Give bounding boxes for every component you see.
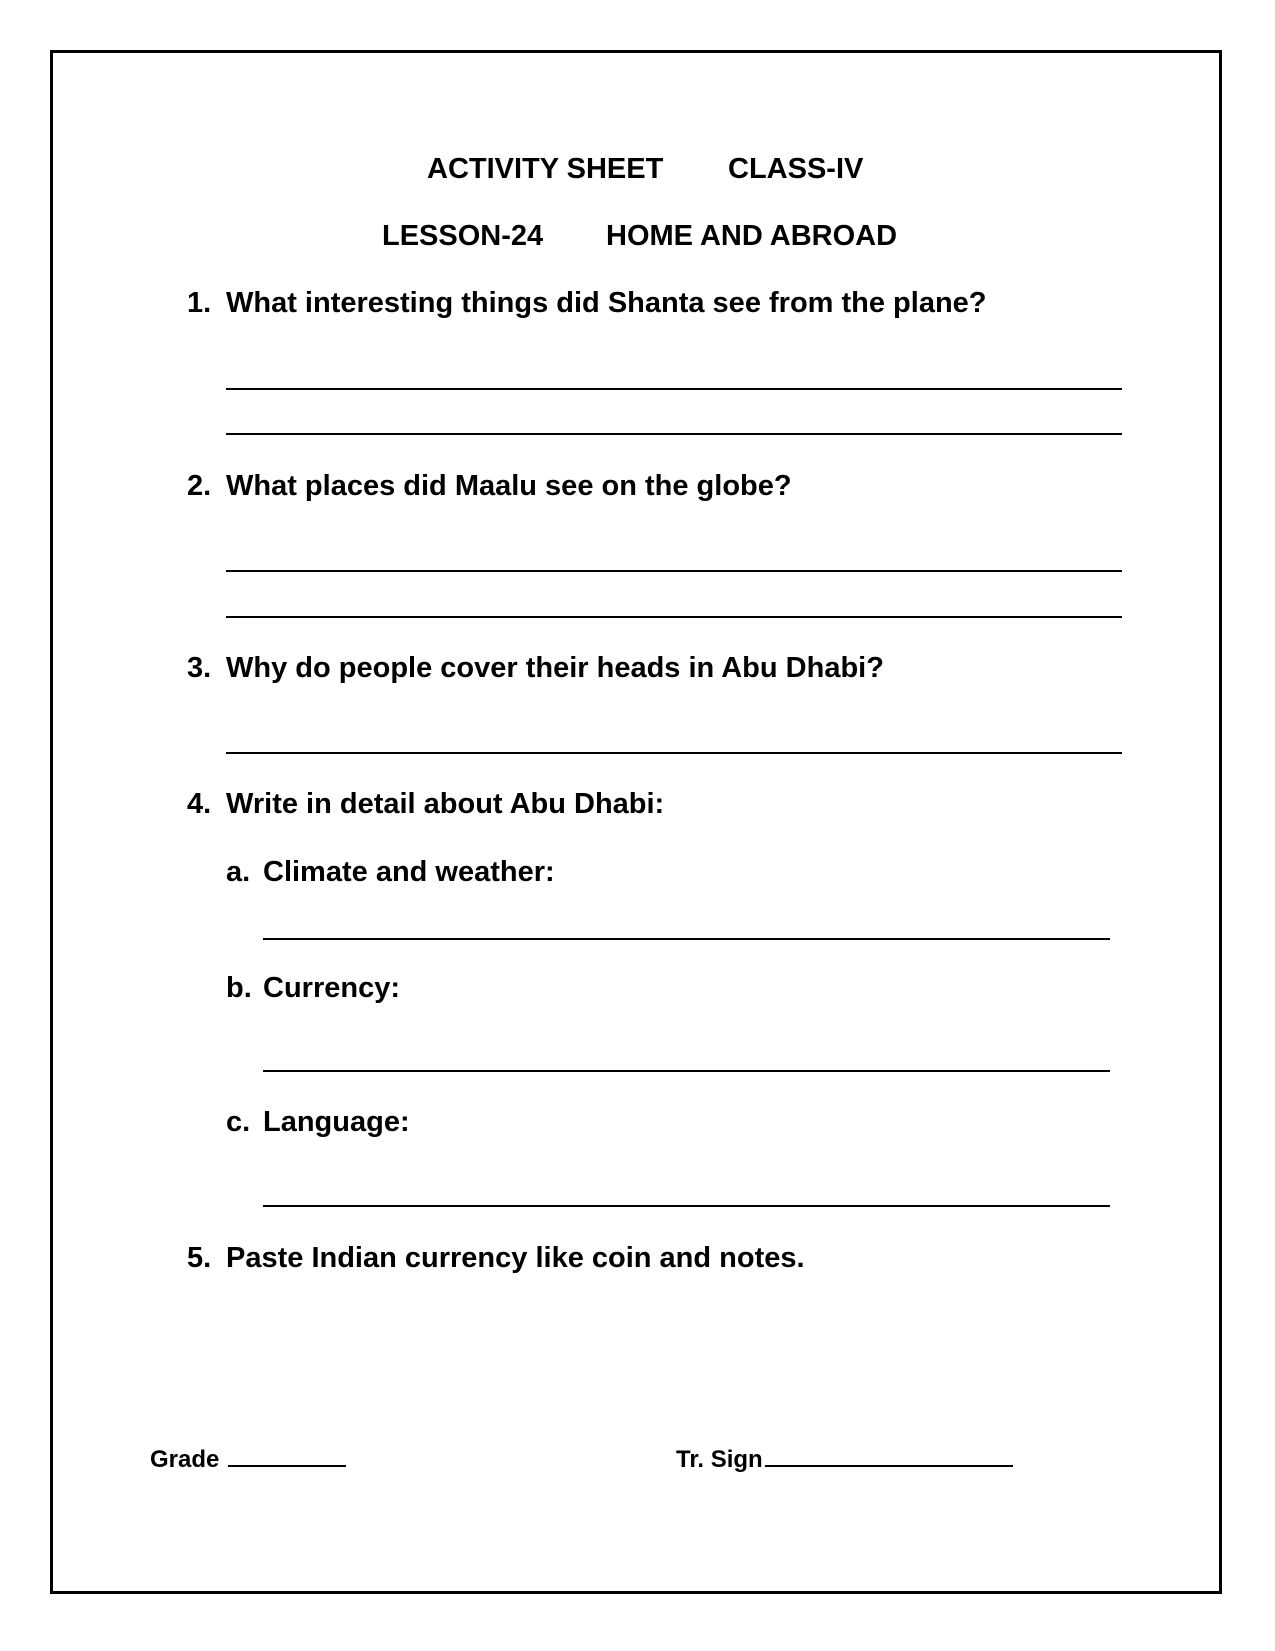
question-3-text: Why do people cover their heads in Abu Dhabi? bbox=[226, 652, 884, 684]
question-1-number: 1. bbox=[187, 287, 212, 319]
answer-line-1a[interactable] bbox=[226, 388, 1122, 390]
grade-blank[interactable] bbox=[228, 1463, 346, 1467]
class-label: CLASS-IV bbox=[728, 153, 864, 185]
question-2-number: 2. bbox=[187, 470, 212, 502]
question-5-number: 5. bbox=[187, 1242, 212, 1274]
answer-line-1b[interactable] bbox=[226, 433, 1122, 435]
answer-line-2a[interactable] bbox=[226, 570, 1122, 572]
answer-line-4a[interactable] bbox=[263, 938, 1110, 940]
subpart-b-text: Currency: bbox=[263, 972, 400, 1004]
subpart-c-text: Language: bbox=[263, 1106, 410, 1138]
question-5-text: Paste Indian currency like coin and notes. bbox=[226, 1242, 805, 1274]
subpart-a-text: Climate and weather: bbox=[263, 856, 555, 888]
answer-line-4b[interactable] bbox=[263, 1070, 1110, 1072]
grade-field bbox=[150, 1446, 346, 1474]
answer-line-2b[interactable] bbox=[226, 616, 1122, 618]
subpart-c-letter: c. bbox=[226, 1106, 251, 1138]
subpart-a-letter: a. bbox=[226, 856, 251, 888]
grade-label: Grade bbox=[150, 1446, 220, 1473]
page-border bbox=[50, 50, 1222, 1594]
teacher-sign-blank[interactable] bbox=[765, 1463, 1013, 1467]
question-1-text: What interesting things did Shanta see from the plane? bbox=[226, 287, 987, 319]
answer-line-4c[interactable] bbox=[263, 1205, 1110, 1207]
question-2-text: What places did Maalu see on the globe? bbox=[226, 470, 792, 502]
answer-line-3[interactable] bbox=[226, 752, 1122, 754]
teacher-sign-label: Tr. Sign bbox=[676, 1446, 763, 1473]
sheet-title: ACTIVITY SHEET bbox=[427, 153, 664, 185]
teacher-sign-field bbox=[676, 1446, 1013, 1474]
subpart-b-letter: b. bbox=[226, 972, 252, 1004]
question-4-text: Write in detail about Abu Dhabi: bbox=[226, 788, 665, 820]
lesson-title: HOME AND ABROAD bbox=[606, 220, 898, 252]
question-4-number: 4. bbox=[187, 788, 212, 820]
lesson-number: LESSON-24 bbox=[382, 220, 544, 252]
question-3-number: 3. bbox=[187, 652, 212, 684]
